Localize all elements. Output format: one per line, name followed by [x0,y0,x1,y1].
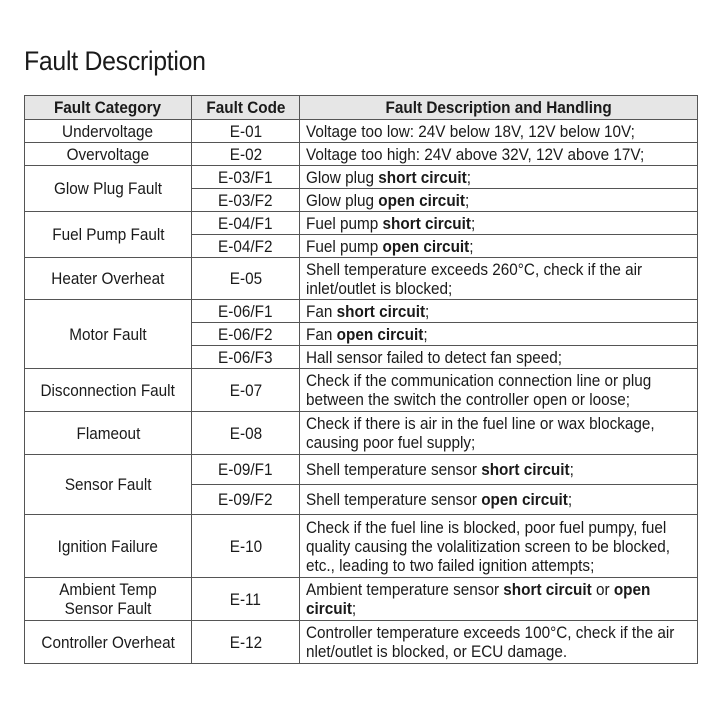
table-row [25,300,698,323]
code-cell: E-12 [192,621,300,664]
description-cell: Fuel pump open circuit; [300,235,698,258]
category-cell: Undervoltage [25,120,192,143]
description-cell: Fuel pump short circuit; [300,212,698,235]
table-row [25,212,698,235]
table-row [25,258,698,300]
page-title: Fault Description [24,46,206,76]
description-cell: Fan short circuit; [300,300,698,323]
category-cell: Glow Plug Fault [25,166,192,212]
description-cell: Glow plug open circuit; [300,189,698,212]
description-cell: Voltage too low: 24V below 18V, 12V below 10V; [300,120,698,143]
table-row [25,166,698,189]
table-header-row [25,96,698,120]
code-cell: E-04/F1 [192,212,300,235]
header-fault-code: Fault Code [192,96,300,120]
category-cell: Ambient Temp Sensor Fault [25,578,192,621]
table-row [25,621,698,664]
code-cell: E-09/F1 [192,455,300,485]
description-cell: Shell temperature sensor open circuit; [300,485,698,515]
category-cell: Controller Overheat [25,621,192,664]
code-cell: E-01 [192,120,300,143]
table-row [25,369,698,412]
category-cell: Heater Overheat [25,258,192,300]
description-cell: Shell temperature sensor short circuit; [300,455,698,485]
table-row [25,412,698,455]
table-row [25,143,698,166]
header-fault-category: Fault Category [25,96,192,120]
description-cell: Glow plug short circuit; [300,166,698,189]
category-cell: Overvoltage [25,143,192,166]
code-cell: E-10 [192,515,300,578]
category-cell: Sensor Fault [25,455,192,515]
code-cell: E-06/F3 [192,346,300,369]
code-cell: E-03/F2 [192,189,300,212]
category-cell: Fuel Pump Fault [25,212,192,258]
code-cell: E-02 [192,143,300,166]
description-cell: Check if the communication connection line or plug between the switch the controller open or loose; [300,369,698,412]
code-cell: E-05 [192,258,300,300]
code-cell: E-06/F1 [192,300,300,323]
description-cell: Check if the fuel line is blocked, poor fuel pumpy, fuel quality causing the volalitization screen to be blocked, etc., leading to two failed ignition attempts; [300,515,698,578]
fault-table [24,95,698,664]
category-cell: Motor Fault [25,300,192,369]
code-cell: E-08 [192,412,300,455]
description-cell: Voltage too high: 24V above 32V, 12V above 17V; [300,143,698,166]
description-cell: Ambient temperature sensor short circuit or open circuit; [300,578,698,621]
description-cell: Hall sensor failed to detect fan speed; [300,346,698,369]
code-cell: E-09/F2 [192,485,300,515]
table-row [25,455,698,485]
code-cell: E-04/F2 [192,235,300,258]
description-cell: Controller temperature exceeds 100°C, check if the air nlet/outlet is blocked, or ECU damage. [300,621,698,664]
code-cell: E-06/F2 [192,323,300,346]
code-cell: E-03/F1 [192,166,300,189]
table-row [25,578,698,621]
table-row [25,120,698,143]
code-cell: E-07 [192,369,300,412]
description-cell: Fan open circuit; [300,323,698,346]
category-cell: Flameout [25,412,192,455]
description-cell: Check if there is air in the fuel line or wax blockage, causing poor fuel supply; [300,412,698,455]
table-row [25,515,698,578]
category-cell: Ignition Failure [25,515,192,578]
header-fault-description: Fault Description and Handling [300,96,698,120]
code-cell: E-11 [192,578,300,621]
description-cell: Shell temperature exceeds 260°C, check if the air inlet/outlet is blocked; [300,258,698,300]
category-cell: Disconnection Fault [25,369,192,412]
